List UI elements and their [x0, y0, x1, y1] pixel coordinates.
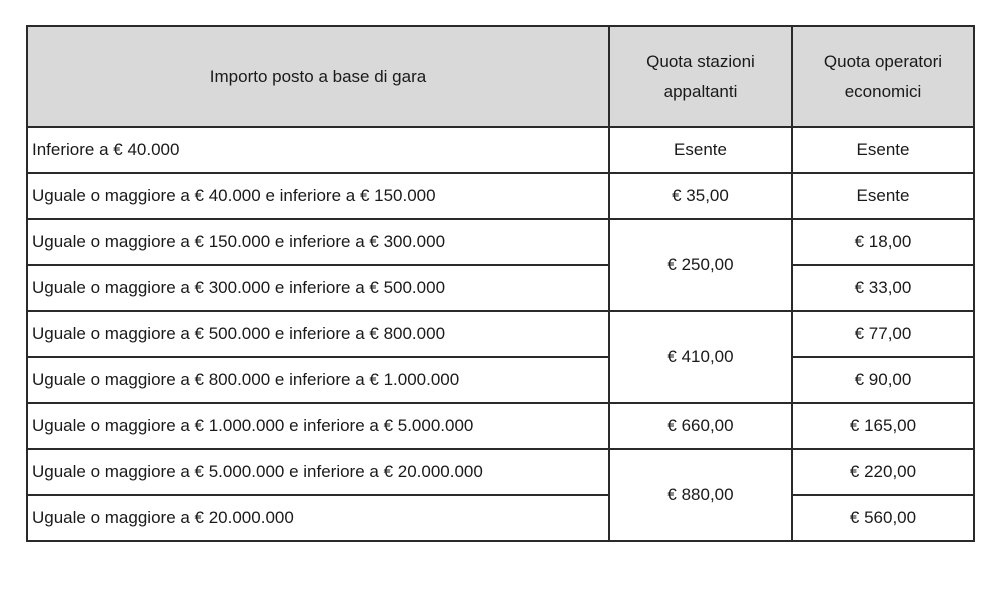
quota-stazioni-cell: € 660,00: [609, 403, 792, 449]
range-cell: Uguale o maggiore a € 150.000 e inferiore a € 300.000: [27, 219, 609, 265]
quota-operatori-cell: € 220,00: [792, 449, 974, 495]
header-quota-operatori-line1: Quota operatori: [823, 51, 943, 71]
range-cell: Uguale o maggiore a € 5.000.000 e inferiore a € 20.000.000: [27, 449, 609, 495]
quota-stazioni-cell: € 250,00: [609, 219, 792, 311]
range-cell: Uguale o maggiore a € 40.000 e inferiore a € 150.000: [27, 173, 609, 219]
quota-operatori-cell: € 33,00: [792, 265, 974, 311]
table-row: [27, 311, 974, 357]
table-body: [27, 127, 974, 541]
table-row: [27, 219, 974, 265]
table-row: [27, 495, 974, 541]
table-row: [27, 265, 974, 311]
table-row: [27, 173, 974, 219]
table-row: [27, 357, 974, 403]
quota-stazioni-cell: € 880,00: [609, 449, 792, 541]
table-row: [27, 403, 974, 449]
range-cell: Inferiore a € 40.000: [27, 127, 609, 173]
quota-operatori-cell: € 77,00: [792, 311, 974, 357]
quota-stazioni-cell: € 410,00: [609, 311, 792, 403]
quota-operatori-cell: € 560,00: [792, 495, 974, 541]
range-cell: Uguale o maggiore a € 500.000 e inferiore a € 800.000: [27, 311, 609, 357]
range-cell: Uguale o maggiore a € 1.000.000 e inferiore a € 5.000.000: [27, 403, 609, 449]
header-quota-stazioni-line2: appaltanti: [663, 81, 738, 101]
header-quota-stazioni-line1: Quota stazioni: [646, 51, 755, 71]
table-header: [27, 26, 974, 127]
header-quota-operatori-line2: economici: [844, 81, 922, 101]
header-importo-label: Importo posto a base di gara: [209, 66, 427, 86]
quota-operatori-cell: Esente: [792, 173, 974, 219]
table-row: [27, 127, 974, 173]
table-row: [27, 449, 974, 495]
header-row: [27, 26, 974, 127]
range-cell: Uguale o maggiore a € 300.000 e inferiore a € 500.000: [27, 265, 609, 311]
range-cell: Uguale o maggiore a € 800.000 e inferiore a € 1.000.000: [27, 357, 609, 403]
header-quota-operatori: [792, 26, 974, 127]
header-importo: [27, 26, 609, 127]
quota-operatori-cell: € 90,00: [792, 357, 974, 403]
range-cell: Uguale o maggiore a € 20.000.000: [27, 495, 609, 541]
contribution-fee-table: [26, 25, 975, 542]
quota-operatori-cell: € 165,00: [792, 403, 974, 449]
quota-stazioni-cell: € 35,00: [609, 173, 792, 219]
quota-operatori-cell: € 18,00: [792, 219, 974, 265]
quota-stazioni-cell: Esente: [609, 127, 792, 173]
quota-operatori-cell: Esente: [792, 127, 974, 173]
header-quota-stazioni: [609, 26, 792, 127]
